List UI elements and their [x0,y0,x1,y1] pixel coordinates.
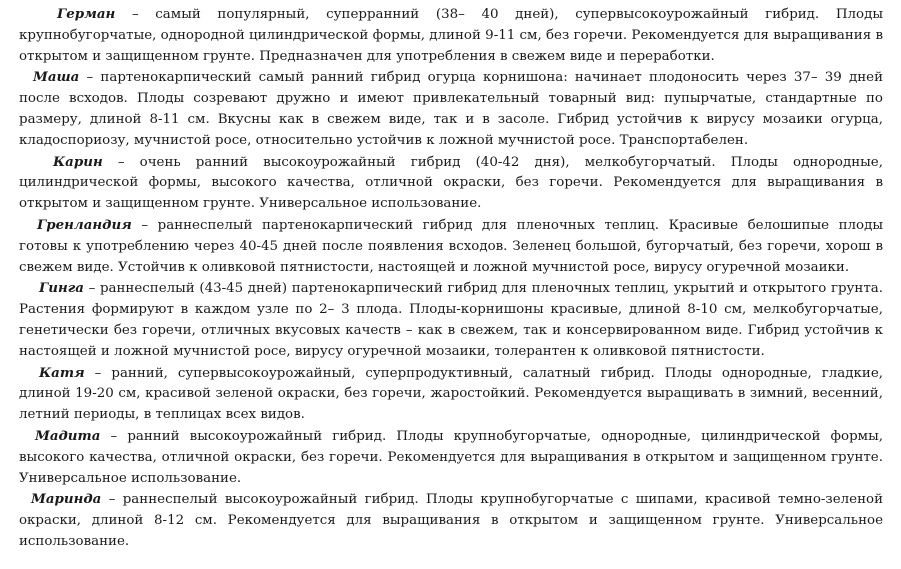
dash: – [79,70,101,86]
hybrid-description: ранний, супервысокоурожайный, суперпродуктивный, салатный гибрид. Плоды однородные, гладкие, длиной 19-20 см, красивой зеленой окраски, без горечи, жаростойкий. Рекомендуется выращивать в зимний, весенний, летний периоды, в теплицах всех видов. [19,365,883,423]
hybrid-name: Маша [33,69,80,86]
hybrid-name: Катя [39,364,85,381]
hybrid-name: Мадита [35,427,101,444]
hybrid-name: Гинга [39,280,84,297]
dash: – [83,281,100,297]
entry-grenlandiya [19,215,883,278]
hybrid-name: Карин [53,153,103,170]
hybrid-description: ранний высокоурожайный гибрид. Плоды крупнобугорчатые, однородные, цилиндрической формы, высокого качества, отличной окраски, без горечи. Рекомендуется для выращивания в открытом и защищенном грунте. Универсальное использование. [19,428,883,486]
dash: – [101,492,123,508]
hybrid-description: самый популярный, суперранний (38– 40 дней), супервысокоурожайный гибрид. Плоды крупнобугорчатые, однородной цилиндрической формы, длиной 9-11 см, без горечи. Рекомендуется для выращивания в открытом и защищенном грунте. Предназначен для употребления в свежем виде и переработки. [19,7,883,64]
hybrid-name: Маринда [31,491,102,508]
dash: – [131,217,158,233]
dash: – [100,428,128,444]
entry-marinda [19,489,883,552]
entry-german [19,4,883,67]
hybrid-description: очень ранний высокоурожайный гибрид (40-42 дня), мелкобугорчатый. Плоды однородные, цилиндрической формы, высокого качества, отличной окраски, без горечи. Рекомендуется для выращивания в открытом и защищенном грунте. Универсальное использование. [19,154,883,212]
hybrid-name: Герман [57,6,116,22]
hybrid-description: раннеспелый высокоурожайный гибрид. Плоды крупнобугорчатые с шипами, красивой темно-зеленой окраски, длиной 8-12 см. Рекомендуется для выращивания в открытом и защищенном грунте. Универсальное использование. [19,492,883,549]
hybrid-description: партенокарпический самый ранний гибрид огурца корнишона: начинает плодоносить через 37– 39 дней после всходов. Плоды созревают дружно и имеют привлекательный товарный вид: пупырчатые, стандартные по размеру, длиной 8-11 см. Вкусны как в свежем виде, так и в засоле. Гибрид устойчив к вирусу мозаики огурца, кладоспориозу, мучнистой росе, относительно устойчив к ложной мучнистой росе. Транспортабелен. [19,70,883,148]
dash: – [102,154,140,170]
hybrid-description: раннеспелый (43-45 дней) партенокарпический гибрид для пленочных теплиц, укрытий и открытого грунта. Растения формируют в каждом узле по 2– 3 плода. Плоды-корнишоны красивые, длиной 8-10 см, мелкобугорчатые, генетически без горечи, отличных вкусовых качеств – как в свежем, так и консервированном виде. Гибрид устойчив к настоящей и ложной мучнистой росе, вирусу огуречной мозаики, толерантен к оливковой пятнистости. [19,281,884,359]
dash: – [115,7,156,22]
entry-katya [19,363,883,426]
entry-masha [19,67,883,151]
dash: – [84,365,112,381]
entry-madita [19,426,883,489]
entry-karin [19,152,883,215]
entry-ginga [19,278,883,362]
hybrid-name: Гренландия [37,216,132,233]
hybrid-description: раннеспелый партенокарпический гибрид для пленочных теплиц. Красивые белошипые плоды готовы к употреблению через 40-45 дней после появления всходов. Зеленец большой, бугорчатый, без горечи, хорош в свежем виде. Устойчив к оливковой пятнистости, настоящей и ложной мучнистой росе, вирусу огуречной мозаики. [19,217,883,275]
